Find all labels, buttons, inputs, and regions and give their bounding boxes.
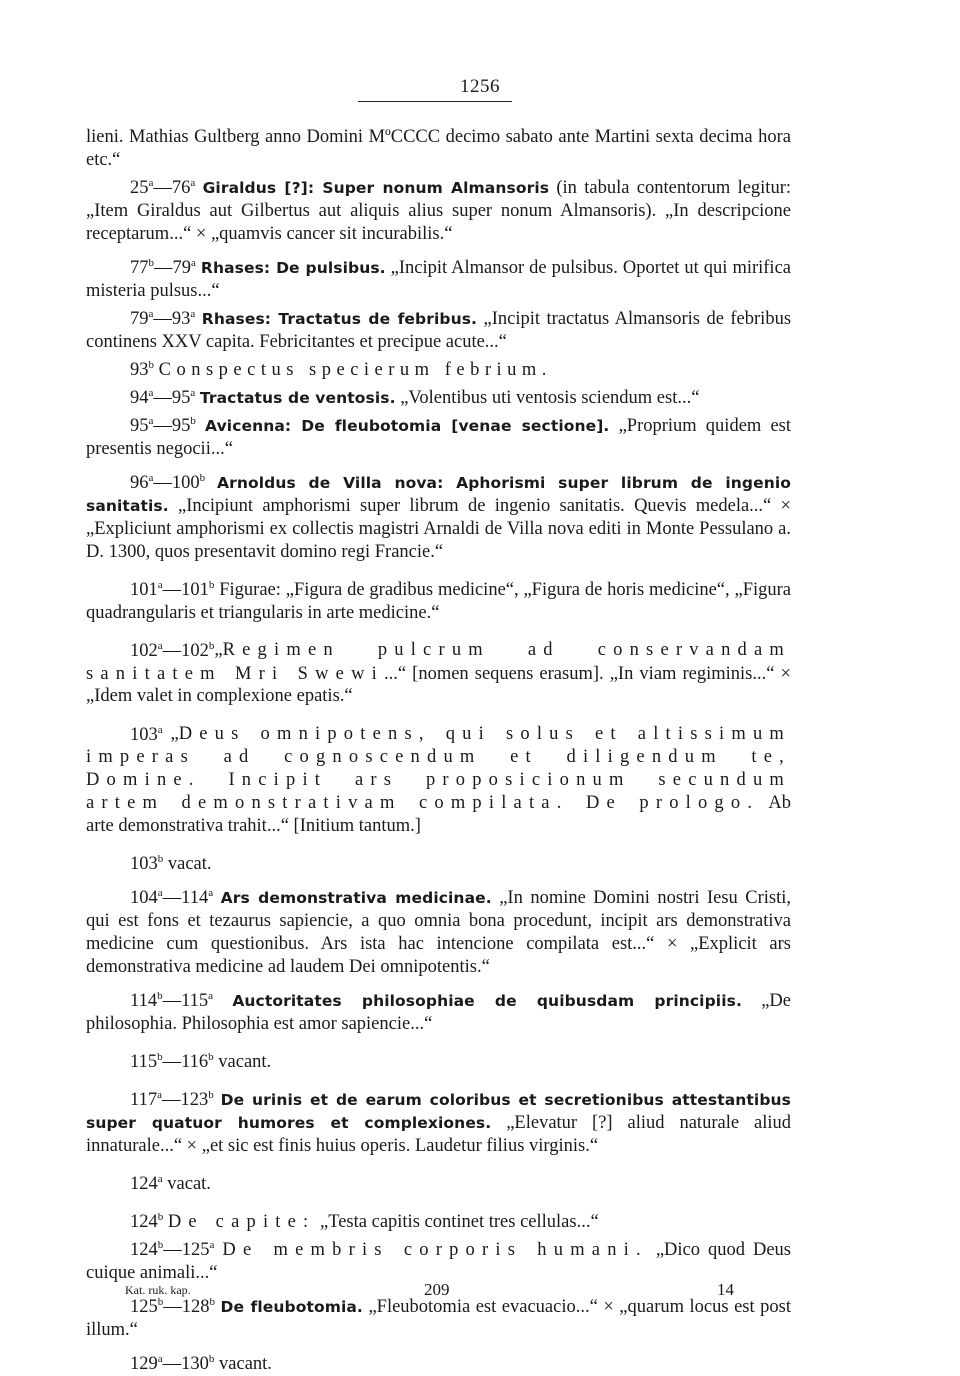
entry-heading: Tractatus de ventosis.: [199, 388, 396, 407]
catalog-entry: [86, 848, 791, 876]
entry-text: „Elevatur [?] aliud naturale aliud innaturale...“ × „et sic est finis huius operis. Laudetur filius virginis.“: [86, 1112, 791, 1156]
catalog-entry: [86, 382, 791, 410]
folio-range: 103$^a$: [130, 723, 163, 745]
header-rule: [358, 101, 512, 102]
catalog-entry: [86, 574, 791, 625]
entry-heading: Giraldus [?]: Super nonum Almansoris: [202, 178, 550, 197]
footer-sheet-number: 209: [424, 1280, 450, 1299]
folio-range: 79$^a$—93$^a$: [130, 307, 196, 329]
entry-text: „Incipit tractatus Almansoris de febribus continens XXV capita. Febricitantes et precipue acute...“: [86, 308, 792, 352]
catalog-entry: [86, 1234, 791, 1285]
entry-text: vacat.: [163, 854, 212, 875]
entry-text: lieni. Mathias Gultberg anno Domini MºCCCC decimo sabato ante Martini sexta decima hora etc.“: [86, 127, 791, 170]
quote-mark: „: [214, 640, 223, 661]
page-number: 1256: [460, 76, 500, 97]
catalog-entry: [86, 354, 791, 382]
entry-text: „Dico quod Deus cuique animali...“: [86, 1240, 792, 1283]
folio-range: 95$^a$—95$^b$: [130, 414, 196, 436]
folio-range: 93$^b$: [130, 358, 154, 380]
folio-range: 77$^b$—79$^a$: [130, 256, 196, 278]
catalog-entry: [86, 882, 791, 979]
catalog-entry: [86, 1348, 791, 1376]
entry-text: „Volentibus uti ventosis sciendum est...“: [395, 387, 700, 408]
entry-text: „Fleubotomia est evacuacio...“ × „quarum locus est post illum.“: [86, 1297, 791, 1340]
entry-heading: Ars demonstrativa medicinae.: [220, 889, 492, 908]
entry-spaced-title: Conspectus specierum febrium.: [158, 359, 552, 380]
folio-range: 115$^b$—116$^b$: [130, 1050, 214, 1072]
folio-range: 96$^a$—100$^b$: [130, 471, 206, 493]
catalog-entry: [86, 1084, 791, 1158]
entry-spaced-title: De membris corporis humani.: [222, 1240, 648, 1261]
footer-signature: Kat. ruk. kap.: [125, 1283, 191, 1297]
folio-range: 129$^a$—130$^b$: [130, 1352, 215, 1374]
catalog-entry: [86, 1206, 791, 1234]
entry-heading: Rhases: De pulsibus.: [200, 258, 386, 277]
entry-text: vacant.: [213, 1052, 272, 1072]
catalog-entry: [86, 467, 791, 564]
folio-range: 102$^a$—102$^b$: [130, 639, 215, 661]
folio-range: 101$^a$—101$^b$: [130, 578, 215, 600]
catalog-entry: [86, 985, 791, 1036]
quote-mark: „: [170, 724, 179, 745]
folio-range: 25$^a$—76$^a$: [130, 176, 196, 198]
folio-range: 103$^b$: [130, 853, 164, 875]
entry-heading: De fleubotomia.: [220, 1298, 363, 1317]
entry-text: (in tabula contentorum legitur: „Item Giraldus aut Gilbertus aut aliquis alius super nonum Almansoris). „In descripcione receptarum...“ × „quamvis cancer sit incurabilis.“: [86, 177, 791, 244]
entry-heading: Arnoldus de Villa nova: Aphorismi super librum de ingenio sanitatis.: [86, 473, 791, 515]
entry-text: vacant.: [214, 1354, 272, 1374]
footer-gathering-number: 14: [717, 1280, 734, 1299]
page-footer: [0, 1280, 960, 1304]
entry-text: vacat.: [162, 1173, 211, 1194]
catalog-entry: [86, 718, 791, 838]
entry-text: Ab arte demonstrativa trahit...“ [Initium tantum.]: [86, 793, 791, 837]
folio-range: 124$^a$: [130, 1172, 163, 1194]
entry-heading: Rhases: Tractatus de febribus.: [201, 309, 478, 328]
catalog-entry: [86, 252, 791, 303]
entry-text: „Incipiunt amphorismi super librum de ingenio sanitatis. Quevis medela...“ × „Expliciunt amphorismi ex collectis magistri Arnaldi de Villa nova editi in Monte Pessulano a. D. 1300, quos presentavit domino regi Francie.“: [86, 495, 791, 562]
catalog-entry: [86, 1046, 791, 1074]
folio-range: 114$^b$—115$^a$: [130, 989, 214, 1012]
entry-continuation: [86, 126, 791, 172]
folio-range: 104$^a$—114$^a$: [130, 887, 214, 909]
folio-range: 124$^b$: [130, 1210, 164, 1232]
folio-range: 124$^b$—125$^a$: [130, 1238, 215, 1261]
entry-text: „Testa capitis continet tres cellulas...“: [315, 1212, 599, 1232]
entry-text: Figurae: „Figura de gradibus medicine“, „Figura de horis medicine“, „Figura quadrangularis et triangularis in arte medicine.“: [86, 579, 791, 623]
entry-heading: Avicenna: De fleubotomia [venae sectione].: [205, 416, 610, 435]
catalog-entry: [86, 410, 791, 461]
entry-text: „Incipit Almansor de pulsibus. Oportet ut qui mirifica misteria pulsus...“: [86, 257, 791, 301]
folio-range: 94$^a$—95$^a$: [130, 386, 196, 408]
catalog-entry: [86, 1168, 791, 1196]
catalog-entry: [86, 634, 791, 708]
entry-text: „De philosophia. Philosophia est amor sapiencie...“: [86, 991, 791, 1034]
entry-text: „In nomine Domini nostri Iesu Cristi, qui est fons et tezaurus sapiencie, a quo omnia bona procedunt, incipit ars demonstrativa medicine cum questionibus. Ars ista hac intencione compilata est...“ × „Explicit ars demonstrativa medicine ad laudem Dei omnipotentis.“: [86, 888, 791, 977]
entry-heading: Auctoritates philosophiae de quibusdam principiis.: [232, 992, 742, 1011]
catalog-entry: [86, 303, 791, 354]
entry-text: „Proprium quidem est presentis negocii...“: [86, 415, 791, 459]
catalog-text: [86, 126, 791, 1376]
catalog-entry: [86, 172, 791, 246]
entry-spaced-title: Regimen pulcrum ad conservandam sanitatem Mri Swewi: [86, 640, 791, 684]
entry-spaced-title: De capite:: [167, 1212, 316, 1232]
entry-spaced-title: Deus omnipotens, qui solus et altissimum imperas ad cognoscendum et diligendum te, Domine. Incipit ars proposicionum secundum artem demonstrativam compilata. De prologo.: [86, 724, 791, 814]
entry-heading: De urinis et de earum coloribus et secretionibus attestantibus super quatuor humores et complexiones.: [86, 1091, 791, 1132]
entry-text: ...“ [nomen sequens erasum]. „In viam regiminis...“ × „Idem valet in complexione epatis.“: [86, 663, 791, 707]
folio-range: 117$^a$—123$^b$: [130, 1088, 214, 1111]
folio-range: 125$^b$—128$^b$: [130, 1295, 215, 1318]
